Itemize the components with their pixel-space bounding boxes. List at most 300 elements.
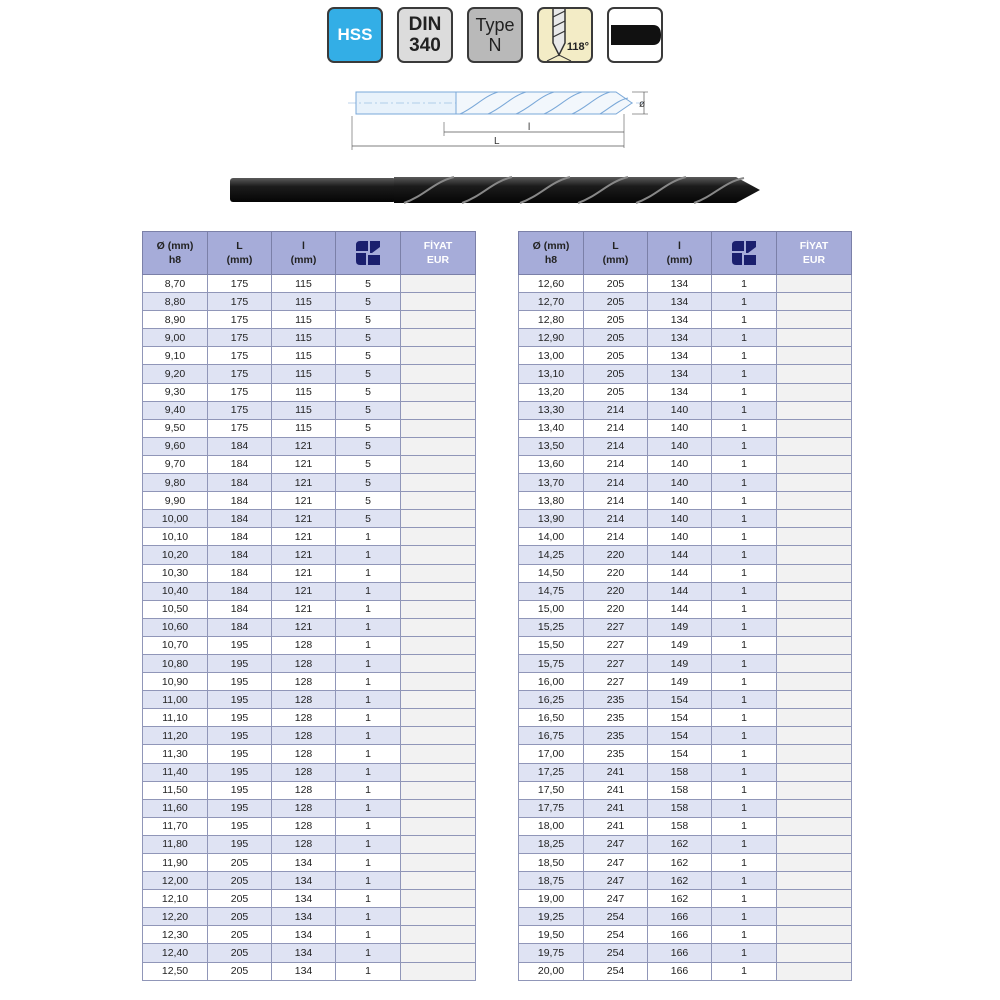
price-cell xyxy=(401,709,476,727)
price-cell xyxy=(401,890,476,908)
price-header-line1: FİYAT xyxy=(423,240,453,252)
diameter-cell: 9,10 xyxy=(143,347,208,365)
flute-length-cell: 154 xyxy=(648,691,712,709)
diameter-cell: 12,60 xyxy=(519,275,584,293)
table-row xyxy=(143,510,476,528)
table-row xyxy=(519,835,852,853)
diameter-cell: 14,50 xyxy=(519,564,584,582)
total-length-cell: 214 xyxy=(584,474,648,492)
package-quantity-cell: 1 xyxy=(336,944,401,962)
flute-length-cell: 149 xyxy=(648,618,712,636)
price-cell xyxy=(777,474,852,492)
price-cell xyxy=(401,727,476,745)
table-row xyxy=(143,474,476,492)
flute-length-cell: 128 xyxy=(272,781,336,799)
table-row xyxy=(519,528,852,546)
total-length-cell: 184 xyxy=(208,618,272,636)
package-quantity-cell: 1 xyxy=(712,799,777,817)
total-length-cell: 195 xyxy=(208,727,272,745)
package-quantity-cell: 1 xyxy=(336,817,401,835)
flute-length-label: l xyxy=(528,122,531,133)
total-length-cell: 195 xyxy=(208,763,272,781)
price-cell xyxy=(777,582,852,600)
table-row xyxy=(519,799,852,817)
package-quantity-cell: 5 xyxy=(336,419,401,437)
flute-length-cell: 128 xyxy=(272,745,336,763)
package-quantity-cell: 1 xyxy=(712,365,777,383)
table-row xyxy=(143,329,476,347)
flute-length-cell: 115 xyxy=(272,347,336,365)
diameter-cell: 10,70 xyxy=(143,636,208,654)
table-row xyxy=(519,492,852,510)
package-quantity-cell: 1 xyxy=(712,835,777,853)
table-row xyxy=(143,437,476,455)
price-cell xyxy=(401,908,476,926)
flute-length-cell: 158 xyxy=(648,781,712,799)
total-length-cell: 195 xyxy=(208,654,272,672)
price-cell xyxy=(401,293,476,311)
package-quantity-header xyxy=(712,232,777,275)
diameter-cell: 16,25 xyxy=(519,691,584,709)
price-cell xyxy=(777,546,852,564)
package-quantity-cell: 1 xyxy=(712,962,777,980)
flute-length-cell: 121 xyxy=(272,564,336,582)
table-row xyxy=(519,401,852,419)
diameter-cell: 14,25 xyxy=(519,546,584,564)
package-quantity-cell: 1 xyxy=(712,908,777,926)
table-row xyxy=(519,872,852,890)
price-cell xyxy=(777,854,852,872)
diameter-cell: 15,50 xyxy=(519,636,584,654)
table-row xyxy=(143,419,476,437)
diameter-cell: 12,40 xyxy=(143,944,208,962)
price-cell xyxy=(401,944,476,962)
table-row xyxy=(519,854,852,872)
flute-length-cell: 115 xyxy=(272,329,336,347)
price-cell xyxy=(777,709,852,727)
flute-length-cell: 140 xyxy=(648,492,712,510)
package-quantity-cell: 5 xyxy=(336,311,401,329)
total-length-cell: 195 xyxy=(208,636,272,654)
flute-length-cell: 144 xyxy=(648,546,712,564)
total-length-cell: 247 xyxy=(584,835,648,853)
total-length-header xyxy=(208,232,272,275)
package-quantity-cell: 5 xyxy=(336,492,401,510)
package-quantity-cell: 1 xyxy=(336,709,401,727)
flute-length-cell: 115 xyxy=(272,293,336,311)
package-quantity-cell: 1 xyxy=(712,419,777,437)
flute-length-cell: 149 xyxy=(648,636,712,654)
package-quantity-cell: 1 xyxy=(336,564,401,582)
table-row xyxy=(519,347,852,365)
total-length-cell: 175 xyxy=(208,293,272,311)
total-length-header-line1: L xyxy=(612,240,619,252)
price-cell xyxy=(777,528,852,546)
price-cell xyxy=(777,437,852,455)
total-length-cell: 235 xyxy=(584,727,648,745)
diameter-cell: 9,00 xyxy=(143,329,208,347)
price-cell xyxy=(777,401,852,419)
flute-length-cell: 140 xyxy=(648,437,712,455)
table-row xyxy=(143,926,476,944)
package-quantity-cell: 1 xyxy=(712,474,777,492)
flute-length-cell: 144 xyxy=(648,564,712,582)
table-row xyxy=(519,383,852,401)
price-cell xyxy=(777,329,852,347)
table-row xyxy=(519,455,852,473)
total-length-cell: 254 xyxy=(584,926,648,944)
total-length-cell: 195 xyxy=(208,745,272,763)
package-quantity-cell: 1 xyxy=(712,872,777,890)
flute-length-cell: 115 xyxy=(272,311,336,329)
package-quantity-cell: 1 xyxy=(712,763,777,781)
diameter-header xyxy=(519,232,584,275)
flute-length-cell: 134 xyxy=(272,854,336,872)
total-length-cell: 175 xyxy=(208,401,272,419)
flute-length-header-line1: l xyxy=(678,240,681,252)
price-cell xyxy=(777,419,852,437)
table-row xyxy=(143,311,476,329)
price-cell xyxy=(777,492,852,510)
diameter-header-line1: Ø (mm) xyxy=(532,240,570,252)
diameter-cell: 12,50 xyxy=(143,962,208,980)
price-cell xyxy=(401,673,476,691)
flute-length-header-line2: (mm) xyxy=(666,254,693,266)
price-header-line2: EUR xyxy=(802,254,826,266)
table-row xyxy=(143,582,476,600)
flute-length-cell: 134 xyxy=(648,347,712,365)
package-quantity-cell: 1 xyxy=(712,347,777,365)
total-length-cell: 241 xyxy=(584,763,648,781)
package-quantity-cell: 1 xyxy=(712,293,777,311)
price-cell xyxy=(401,926,476,944)
total-length-cell: 205 xyxy=(208,890,272,908)
table-row xyxy=(143,709,476,727)
table-row xyxy=(519,437,852,455)
table-row xyxy=(519,962,852,980)
price-cell xyxy=(777,365,852,383)
table-row xyxy=(519,564,852,582)
total-length-cell: 195 xyxy=(208,835,272,853)
flute-length-cell: 128 xyxy=(272,799,336,817)
price-cell xyxy=(777,383,852,401)
hss-label: HSS xyxy=(337,25,373,44)
total-length-cell: 205 xyxy=(208,908,272,926)
flute-length-cell: 149 xyxy=(648,654,712,672)
package-quantity-cell: 1 xyxy=(336,763,401,781)
table-row xyxy=(519,745,852,763)
flute-length-cell: 121 xyxy=(272,618,336,636)
total-length-cell: 184 xyxy=(208,474,272,492)
flute-length-header-line2: (mm) xyxy=(290,254,317,266)
table-row xyxy=(143,908,476,926)
diameter-cell: 10,40 xyxy=(143,582,208,600)
diameter-cell: 15,00 xyxy=(519,600,584,618)
total-length-cell: 235 xyxy=(584,691,648,709)
table-header-row xyxy=(519,232,852,275)
total-length-cell: 184 xyxy=(208,564,272,582)
table-row xyxy=(519,709,852,727)
price-cell xyxy=(401,275,476,293)
package-quantity-cell: 1 xyxy=(712,546,777,564)
table-row xyxy=(143,618,476,636)
total-length-cell: 205 xyxy=(584,311,648,329)
din-label: DIN xyxy=(408,14,442,35)
diameter-cell: 11,80 xyxy=(143,835,208,853)
package-quantity-cell: 1 xyxy=(712,492,777,510)
price-cell xyxy=(401,854,476,872)
table-row xyxy=(519,419,852,437)
price-cell xyxy=(401,745,476,763)
size-table-right xyxy=(518,231,852,981)
package-quantity-cell: 1 xyxy=(336,727,401,745)
package-quantity-cell: 1 xyxy=(712,311,777,329)
price-cell xyxy=(401,437,476,455)
diameter-cell: 9,50 xyxy=(143,419,208,437)
package-quantity-cell: 1 xyxy=(712,654,777,672)
diameter-cell: 16,75 xyxy=(519,727,584,745)
table-row xyxy=(143,546,476,564)
package-quantity-cell: 1 xyxy=(336,872,401,890)
table-row xyxy=(143,763,476,781)
price-cell xyxy=(401,582,476,600)
package-quantity-cell: 5 xyxy=(336,474,401,492)
price-cell xyxy=(401,799,476,817)
flute-length-cell: 140 xyxy=(648,419,712,437)
total-length-cell: 247 xyxy=(584,872,648,890)
package-quantity-cell: 1 xyxy=(336,636,401,654)
table-row xyxy=(143,600,476,618)
price-cell xyxy=(777,275,852,293)
package-quantity-cell: 1 xyxy=(712,944,777,962)
price-cell xyxy=(401,311,476,329)
package-quantity-cell: 1 xyxy=(336,962,401,980)
total-length-cell: 205 xyxy=(208,926,272,944)
total-length-cell: 220 xyxy=(584,600,648,618)
table-row xyxy=(143,799,476,817)
diameter-cell: 19,50 xyxy=(519,926,584,944)
diameter-cell: 19,75 xyxy=(519,944,584,962)
diameter-cell: 19,25 xyxy=(519,908,584,926)
price-cell xyxy=(401,872,476,890)
total-length-cell: 214 xyxy=(584,528,648,546)
flute-length-cell: 154 xyxy=(648,745,712,763)
price-cell xyxy=(777,293,852,311)
flute-length-cell: 134 xyxy=(272,908,336,926)
price-cell xyxy=(401,636,476,654)
price-cell xyxy=(777,926,852,944)
total-length-cell: 184 xyxy=(208,510,272,528)
flute-length-cell: 162 xyxy=(648,835,712,853)
package-quantity-cell: 1 xyxy=(712,564,777,582)
table-row xyxy=(143,293,476,311)
package-quantity-cell: 1 xyxy=(712,528,777,546)
flute-length-cell: 115 xyxy=(272,275,336,293)
table-row xyxy=(143,691,476,709)
diameter-cell: 17,25 xyxy=(519,763,584,781)
package-quantity-cell: 1 xyxy=(712,673,777,691)
flute-length-cell: 128 xyxy=(272,817,336,835)
price-cell xyxy=(777,763,852,781)
diameter-cell: 9,70 xyxy=(143,455,208,473)
flute-length-cell: 128 xyxy=(272,835,336,853)
price-cell xyxy=(777,347,852,365)
diameter-header-line2: h8 xyxy=(168,254,182,266)
table-row xyxy=(519,365,852,383)
total-length-cell: 184 xyxy=(208,546,272,564)
diameter-cell: 11,40 xyxy=(143,763,208,781)
price-cell xyxy=(401,492,476,510)
package-quantity-cell: 1 xyxy=(336,546,401,564)
flute-length-cell: 128 xyxy=(272,673,336,691)
diameter-cell: 12,80 xyxy=(519,311,584,329)
table-row xyxy=(519,582,852,600)
flute-length-cell: 121 xyxy=(272,510,336,528)
total-length-cell: 175 xyxy=(208,347,272,365)
package-quantity-header xyxy=(336,232,401,275)
flute-length-cell: 115 xyxy=(272,383,336,401)
total-length-cell: 214 xyxy=(584,437,648,455)
package-quantity-cell: 1 xyxy=(336,528,401,546)
package-quantity-cell: 1 xyxy=(712,600,777,618)
flute-length-cell: 140 xyxy=(648,455,712,473)
table-body-left xyxy=(143,275,476,981)
table-row xyxy=(143,745,476,763)
type-label: Type xyxy=(475,15,515,35)
price-cell xyxy=(777,311,852,329)
table-row xyxy=(143,383,476,401)
diameter-cell: 11,50 xyxy=(143,781,208,799)
flute-length-cell: 144 xyxy=(648,600,712,618)
table-row xyxy=(519,510,852,528)
diameter-cell: 10,80 xyxy=(143,654,208,672)
table-row xyxy=(519,691,852,709)
diameter-cell: 11,90 xyxy=(143,854,208,872)
table-row xyxy=(519,600,852,618)
package-quantity-cell: 1 xyxy=(336,908,401,926)
package-quantity-cell: 1 xyxy=(712,781,777,799)
package-quantity-cell: 1 xyxy=(712,745,777,763)
total-length-cell: 184 xyxy=(208,600,272,618)
total-length-cell: 227 xyxy=(584,654,648,672)
price-cell xyxy=(777,727,852,745)
package-quantity-cell: 1 xyxy=(712,275,777,293)
diameter-header xyxy=(143,232,208,275)
total-length-cell: 195 xyxy=(208,691,272,709)
diameter-cell: 12,90 xyxy=(519,329,584,347)
diameter-cell: 10,00 xyxy=(143,510,208,528)
table-row xyxy=(143,673,476,691)
diameter-cell: 12,10 xyxy=(143,890,208,908)
table-row xyxy=(519,293,852,311)
diameter-cell: 15,75 xyxy=(519,654,584,672)
diameter-cell: 12,30 xyxy=(143,926,208,944)
price-cell xyxy=(401,781,476,799)
flute-length-cell: 115 xyxy=(272,365,336,383)
table-row xyxy=(143,835,476,853)
diameter-cell: 13,90 xyxy=(519,510,584,528)
diameter-label: ø xyxy=(639,99,646,110)
table-row xyxy=(143,854,476,872)
flute-length-cell: 166 xyxy=(648,962,712,980)
drill-dimension-diagram xyxy=(348,88,660,154)
package-quantity-cell: 5 xyxy=(336,293,401,311)
flute-length-cell: 134 xyxy=(648,275,712,293)
table-row xyxy=(519,817,852,835)
diameter-cell: 8,70 xyxy=(143,275,208,293)
package-quantity-cell: 1 xyxy=(336,781,401,799)
package-quantity-cell: 5 xyxy=(336,455,401,473)
flute-length-cell: 134 xyxy=(648,329,712,347)
price-cell xyxy=(401,455,476,473)
table-row xyxy=(519,654,852,672)
price-cell xyxy=(401,835,476,853)
package-quantity-cell: 1 xyxy=(712,383,777,401)
flute-length-cell: 134 xyxy=(272,926,336,944)
package-quantity-cell: 1 xyxy=(336,854,401,872)
total-length-cell: 220 xyxy=(584,582,648,600)
table-row xyxy=(519,636,852,654)
total-length-cell: 254 xyxy=(584,944,648,962)
diameter-cell: 13,70 xyxy=(519,474,584,492)
flute-length-cell: 134 xyxy=(272,872,336,890)
table-row xyxy=(519,727,852,745)
flute-length-cell: 166 xyxy=(648,926,712,944)
flute-length-cell: 149 xyxy=(648,673,712,691)
diameter-cell: 17,50 xyxy=(519,781,584,799)
diameter-cell: 10,50 xyxy=(143,600,208,618)
price-cell xyxy=(401,419,476,437)
flute-length-header xyxy=(272,232,336,275)
total-length-cell: 247 xyxy=(584,854,648,872)
diameter-cell: 11,70 xyxy=(143,817,208,835)
flute-length-cell: 162 xyxy=(648,872,712,890)
flute-length-cell: 134 xyxy=(648,365,712,383)
flute-length-cell: 121 xyxy=(272,437,336,455)
flute-length-cell: 162 xyxy=(648,854,712,872)
table-row xyxy=(143,347,476,365)
diameter-cell: 13,80 xyxy=(519,492,584,510)
price-cell xyxy=(401,962,476,980)
table-row xyxy=(519,944,852,962)
total-length-cell: 175 xyxy=(208,275,272,293)
price-cell xyxy=(777,673,852,691)
flute-length-cell: 134 xyxy=(272,890,336,908)
flute-length-cell: 115 xyxy=(272,419,336,437)
total-length-cell: 227 xyxy=(584,673,648,691)
diameter-cell: 9,60 xyxy=(143,437,208,455)
table-row xyxy=(519,781,852,799)
total-length-cell: 195 xyxy=(208,817,272,835)
package-quantity-cell: 5 xyxy=(336,365,401,383)
total-length-cell: 214 xyxy=(584,492,648,510)
total-length-header-line2: (mm) xyxy=(602,254,629,266)
package-quantity-cell: 1 xyxy=(336,654,401,672)
package-quantity-icon xyxy=(354,239,382,267)
total-length-cell: 247 xyxy=(584,890,648,908)
total-length-cell: 205 xyxy=(584,383,648,401)
diameter-cell: 9,20 xyxy=(143,365,208,383)
total-length-cell: 205 xyxy=(208,962,272,980)
flute-length-cell: 121 xyxy=(272,582,336,600)
package-quantity-cell: 1 xyxy=(336,745,401,763)
package-quantity-cell: 5 xyxy=(336,329,401,347)
flute-length-cell: 134 xyxy=(648,293,712,311)
price-cell xyxy=(777,962,852,980)
flute-length-header xyxy=(648,232,712,275)
diameter-cell: 12,20 xyxy=(143,908,208,926)
total-length-cell: 241 xyxy=(584,817,648,835)
